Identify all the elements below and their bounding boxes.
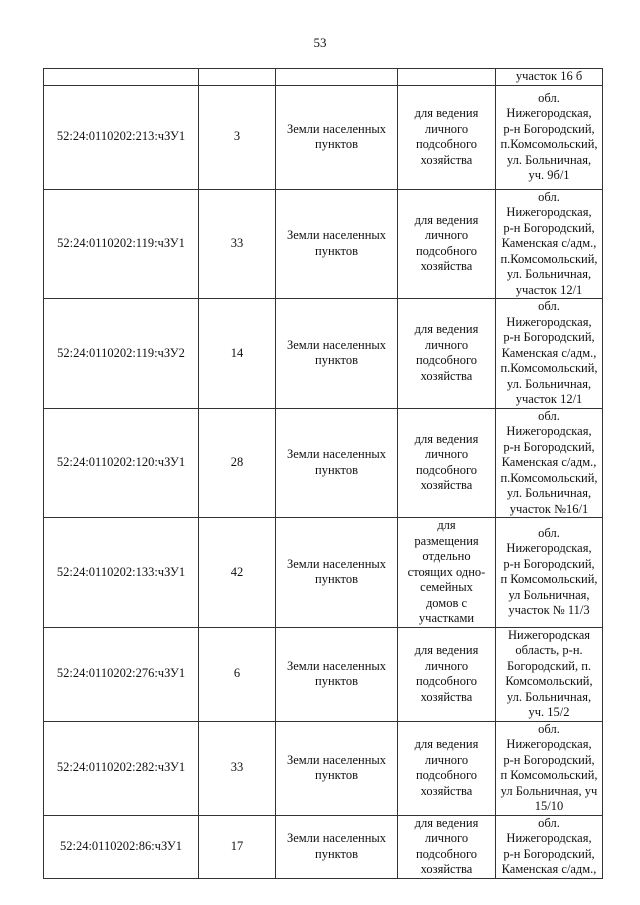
page-number: 53 [313,35,327,50]
cell-line: Земли населенных [286,556,387,571]
cell-line: п.Комсомольский, [500,470,598,485]
land-category-cell [276,299,398,409]
permitted-use-cell [398,518,496,628]
cell-line: хозяйства [420,862,473,876]
cell-line: пунктов [315,462,358,477]
cell-line: подсобного [415,137,478,151]
cadastral-number-cell: 52:24:0110202:119:чЗУ1 [44,189,199,299]
cell-line: подсобного [415,243,478,258]
cell-line: отдельно [422,549,471,563]
cell-line: п.Комсомольский, [500,251,598,266]
area-cell: 3 [199,85,276,189]
cell-line: пунктов [315,768,358,782]
cadastral-number-cell: 52:24:0110202:119:чЗУ2 [44,299,199,409]
area-cell: 33 [199,189,276,299]
cell-line: личного [424,831,469,845]
cell-line: Земли населенных [286,228,387,243]
cell-line: п Комсомольский, [500,572,598,587]
cell-line: для ведения [414,431,479,446]
land-plots-table [43,68,603,879]
cell-line: пунктов [315,137,358,151]
cell-line: для ведения [414,815,479,830]
cell-line: для ведения [414,643,479,657]
address-cell [496,408,603,518]
cell-line: подсобного [415,462,478,477]
cell-line: уч. 9б/1 [528,168,570,182]
cell-line: р-н Богородский, [503,556,595,571]
cell-line: уч. 15/2 [528,705,570,719]
cell-line: 15/10 [534,799,564,813]
cell-line: Земли населенных [286,121,387,136]
table-row [44,815,603,878]
cell-line: Земли населенных [286,658,387,673]
area-cell: 14 [199,299,276,409]
cell-line: Каменская с/адм., [501,862,597,876]
cell-line: личного [424,658,469,673]
cell-line: область, р-н. [515,643,583,657]
address-cell [496,299,603,409]
cadastral-number-cell: 52:24:0110202:86:чЗУ1 [44,815,199,878]
cell-line: для [437,518,456,532]
cadastral-number-cell: 52:24:0110202:213:чЗУ1 [44,85,199,189]
cell-line: хозяйства [420,689,473,704]
table-row [44,299,603,409]
table-row [44,627,603,721]
cell-line: Богородский, п. [506,658,592,673]
cell-line: обл. [538,90,560,105]
cell-line: хозяйства [420,368,473,383]
cell-line: пунктов [315,572,358,587]
cell-line: домов с [425,595,468,610]
cell-line: личного [424,447,469,462]
cell-line: участок №16/1 [509,501,589,516]
cell-line: хозяйства [420,259,473,274]
permitted-use-cell [398,189,496,299]
land-category-cell [276,815,398,878]
cell-line: Земли населенных [286,752,387,767]
address-cell [496,721,603,815]
table-row [44,721,603,815]
table-row [44,408,603,518]
area-cell: 28 [199,408,276,518]
permitted-use-cell [398,408,496,518]
address-cell [496,518,603,628]
cell-line: п Комсомольский, [500,768,598,782]
cell-line: личного [424,752,469,767]
cell-line: пунктов [315,846,358,861]
land-category-cell [276,518,398,628]
cadastral-number-cell: 52:24:0110202:133:чЗУ1 [44,518,199,628]
cell-line: Нижегородская, [506,831,592,845]
table-row-continued [44,69,603,86]
cell-line: участок 12/1 [515,282,583,297]
address-cell [496,85,603,189]
cell-line: обл. [538,189,560,204]
permitted-use-cell [398,627,496,721]
cell-line: Нижегородская, [506,314,592,329]
cell-line: ул. Больничная, [506,376,592,391]
permitted-use-cell [398,721,496,815]
cell-line: обл. [538,525,560,540]
cell-line: р-н Богородский, [503,330,595,344]
cell-line: Земли населенных [286,831,387,845]
cell-line: п.Комсомольский, [500,137,598,151]
area-cell: 17 [199,815,276,878]
cell-line: Земли населенных [286,337,387,352]
cell-line: стоящих одно- [407,564,486,579]
cell-line: Земли населенных [286,447,387,462]
cell-line: обл. [538,815,560,830]
cell-line: Каменская с/адм., [501,236,597,250]
address-cell [496,815,603,878]
cell-line: участками [418,611,475,625]
cell-line: для ведения [414,737,479,751]
cell-line: личного [424,121,469,136]
permitted-use-cell [398,69,496,86]
cell-line: обл. [538,408,560,423]
land-category-cell [276,69,398,86]
cell-line: Нижегородская [507,627,591,642]
table-body [44,69,603,879]
area-cell: 42 [199,518,276,628]
cadastral-number-cell [44,69,199,86]
cell-line: Нижегородская, [506,737,592,751]
cell-line: подсобного [415,674,478,688]
cell-line: участок № 11/3 [508,603,590,618]
cell-line: р-н Богородский, [503,752,595,767]
cell-line: подсобного [415,353,478,368]
cell-line: хозяйства [420,478,473,493]
cell-line: семейных [420,580,473,594]
permitted-use-cell [398,85,496,189]
cell-line: ул. Больничная, [506,689,592,704]
cell-line: Нижегородская, [506,106,592,120]
cell-line: р-н Богородский, [503,220,595,235]
cell-line: личного [424,228,469,243]
area-cell [199,69,276,86]
cell-line: р-н Богородский, [503,121,595,136]
address-cell [496,189,603,299]
cell-line: п.Комсомольский, [500,361,598,375]
table-row [44,85,603,189]
cell-line: подсобного [415,768,478,782]
land-category-cell [276,627,398,721]
cell-line: хозяйства [420,783,473,798]
table-row [44,189,603,299]
permitted-use-cell [398,815,496,878]
cadastral-number-cell: 52:24:0110202:282:чЗУ1 [44,721,199,815]
land-category-cell [276,189,398,299]
cadastral-number-cell: 52:24:0110202:276:чЗУ1 [44,627,199,721]
area-cell: 33 [199,721,276,815]
cell-line: Каменская с/адм., [501,455,597,469]
cell-line: р-н Богородский, [503,846,595,861]
cell-line: подсобного [415,846,478,861]
cell-line: ул. Больничная, [506,486,592,500]
cell-line: для ведения [414,212,479,227]
cell-line: обл. [538,299,560,313]
address-cell [496,627,603,721]
cell-line: пунктов [315,243,358,258]
cell-line: р-н Богородский, [503,439,595,454]
land-category-cell [276,85,398,189]
cell-line: для ведения [414,106,479,120]
cell-line: личного [424,337,469,352]
cell-line: участок 16 б [515,69,583,83]
cell-line: пунктов [315,353,358,368]
cell-line: пунктов [315,674,358,688]
cell-line: ул Больничная, [508,587,590,602]
cell-line: Нижегородская, [506,424,592,438]
cell-line: Комсомольский, [505,674,593,688]
cell-line: обл. [538,721,560,736]
cell-line: для ведения [414,322,479,337]
cell-line: ул. Больничная, [506,152,592,167]
land-category-cell [276,408,398,518]
cell-line: размещения [414,533,479,548]
cell-line: Нижегородская, [506,541,592,556]
cadastral-number-cell: 52:24:0110202:120:чЗУ1 [44,408,199,518]
table-row [44,518,603,628]
area-cell: 6 [199,627,276,721]
permitted-use-cell [398,299,496,409]
cell-line: Каменская с/адм., [501,345,597,360]
cell-line: Нижегородская, [506,205,592,219]
cell-line: ул Больничная, уч [500,783,598,798]
cell-line: хозяйства [420,152,473,167]
land-category-cell [276,721,398,815]
cell-line: ул. Больничная, [506,267,592,281]
address-cell [496,69,603,86]
cell-line: участок 12/1 [515,392,583,406]
